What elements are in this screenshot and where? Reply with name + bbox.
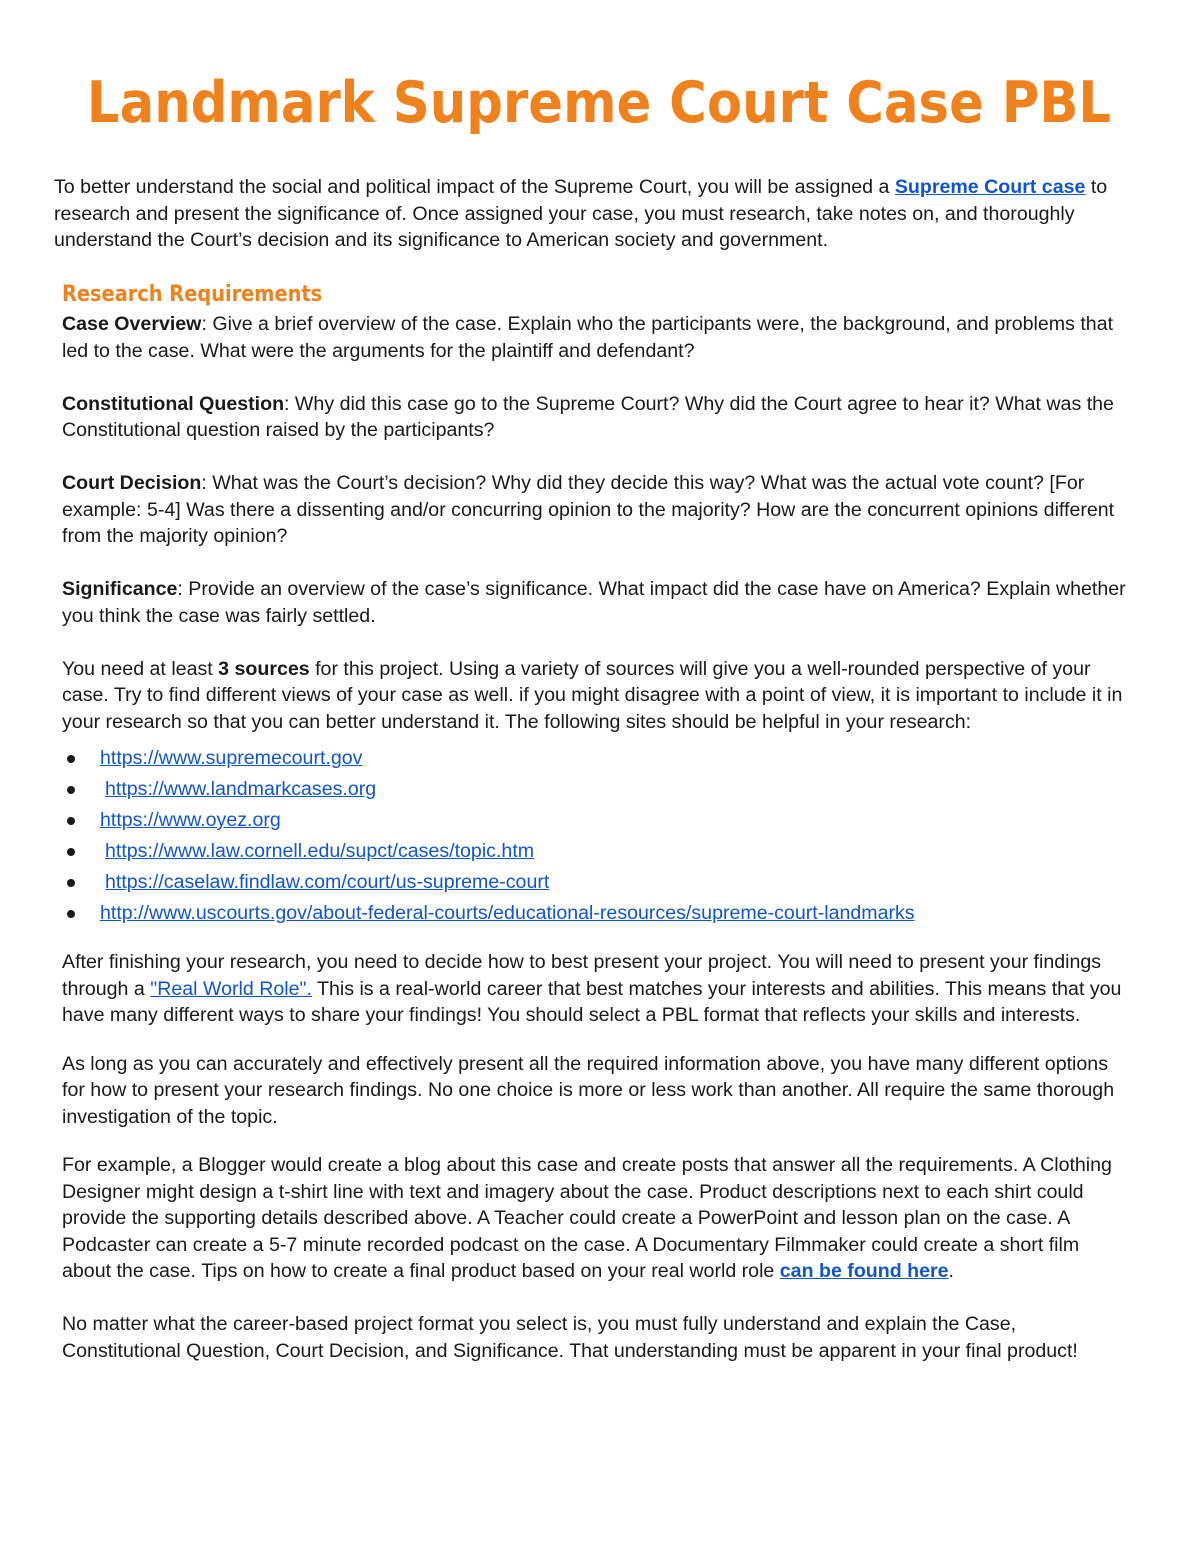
link-landmarkcases[interactable]: https://www.landmarkcases.org: [105, 778, 377, 800]
link-oyez[interactable]: https://www.oyez.org: [100, 809, 281, 831]
list-item: [100, 774, 1132, 805]
main-content: [62, 281, 1132, 1364]
requirement-label: Court Decision: [62, 472, 202, 494]
list-item: [100, 805, 1132, 836]
link-findlaw[interactable]: https://caselaw.findlaw.com/court/us-supreme-court: [105, 871, 550, 893]
present-paragraph: [62, 949, 1132, 1029]
intro-text-2: to research and present the significance of. Once assigned your case, you must research, take notes on, and thoroughly understand the Court’s decision and its significance to American society and government.: [54, 176, 1108, 251]
sources-text-2: for this project. Using a variety of sources will give you a well-rounded perspective of your case. Try to find different views of your case as well. if you might disagree with a point of view, it is important to include it in your research so that you can better understand it. The following sites should be helpful in your research:: [62, 657, 1123, 733]
source-links-list: [62, 743, 1132, 929]
list-item: [100, 898, 1132, 929]
example-paragraph: [62, 1152, 1132, 1285]
list-item: [100, 836, 1132, 867]
requirement-label: Constitutional Question: [62, 392, 285, 415]
requirement-court-decision: [62, 470, 1132, 550]
options-paragraph: As long as you can accurately and effectively present all the required information above, you have many different options for how to present your research findings. No one choice is more or less work than another. All require the same thorough investigation of the topic.: [62, 1052, 1115, 1128]
requirement-text: : Give a brief overview of the case. Explain who the participants were, the background, and problems that led to the case. What were the arguments for the plaintiff and defendant?: [62, 313, 1114, 362]
list-item: [100, 867, 1132, 898]
page-title: Landmark Supreme Court Case PBL: [86, 70, 1112, 136]
requirement-significance: [62, 576, 1132, 629]
present-text-2: This is a real-world career that best matches your interests and abilities. This means that you have many different ways to share your findings! You should select a PBL format that reflects your skills and interests.: [62, 977, 1122, 1026]
link-uscourts[interactable]: http://www.uscourts.gov/about-federal-courts/educational-resources/supreme-court-landmarks: [100, 902, 915, 924]
example-text-1: For example, a Blogger would create a blog about this case and create posts that answer all the requirements. A Clothing Designer might design a t-shirt line with text and imagery about the case. Product descriptions next to each shirt could provide the supporting details described above. A Teacher could create a PowerPoint and lesson plan on the case. A Podcaster can create a 5-7 minute recorded podcast on the case. A Documentary Filmmaker could create a short film about the case. Tips on how to create a final product based on your real world role: [62, 1154, 1112, 1282]
requirement-constitutional-question: [62, 391, 1132, 444]
intro-text-1: To better understand the social and political impact of the Supreme Court, you will be assigned a: [54, 176, 895, 198]
requirement-text: : Provide an overview of the case’s significance. What impact did the case have on America? Explain whether you think the case was fairly settled.: [62, 578, 1126, 627]
list-item: [100, 743, 1132, 774]
sources-count: 3 sources: [218, 657, 310, 680]
real-world-role-link[interactable]: "Real World Role".: [150, 977, 312, 1000]
bullet-icon: [67, 910, 75, 918]
research-requirements-heading: Research Requirements: [62, 282, 323, 307]
intro-paragraph: [54, 174, 1154, 254]
link-cornell[interactable]: https://www.law.cornell.edu/supct/cases/topic.htm: [105, 840, 535, 862]
bullet-icon: [67, 879, 75, 887]
bullet-icon: [67, 786, 75, 794]
supreme-court-case-link[interactable]: Supreme Court case: [894, 176, 1086, 198]
closing-paragraph: No matter what the career-based project format you select is, you must fully understand and explain the Case, Constitutional Question, Court Decision, and Significance. That understanding must be apparent in your final product!: [62, 1313, 1078, 1362]
requirement-case-overview: [62, 311, 1132, 364]
sources-paragraph: [62, 656, 1132, 736]
bullet-icon: [67, 755, 75, 763]
requirement-text: : What was the Court’s decision? Why did they decide this way? What was the actual vote count? [For example: 5-4] Was there a dissenting and/or concurring opinion to the majority? How are the concurrent opinions different from the majority opinion?: [62, 472, 1115, 547]
can-be-found-here-link[interactable]: can be found here: [779, 1260, 949, 1282]
sources-text-1: You need at least: [62, 657, 219, 680]
link-supremecourt[interactable]: https://www.supremecourt.gov: [100, 747, 363, 769]
present-text-1: After finishing your research, you need to decide how to best present your project. You will need to present your findings through a: [62, 951, 1102, 1000]
bullet-icon: [67, 848, 75, 856]
requirement-label: Significance: [62, 578, 178, 600]
requirement-text: : Why did this case go to the Supreme Court? Why did the Court agree to hear it? What was the Constitutional question raised by the participants?: [62, 392, 1114, 441]
requirement-label: Case Overview: [62, 313, 202, 335]
bullet-icon: [67, 817, 75, 825]
example-text-2: .: [948, 1260, 954, 1282]
